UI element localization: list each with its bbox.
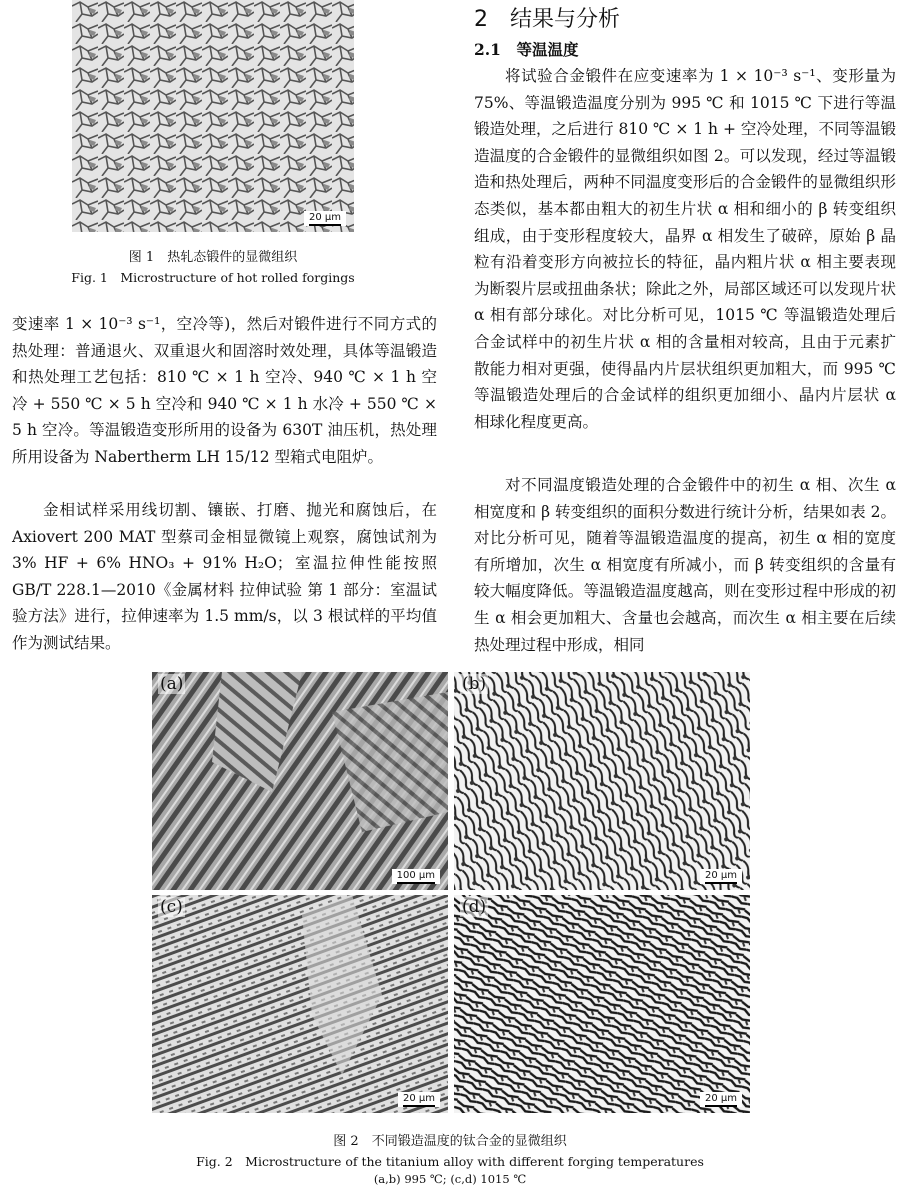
fig2-panel-c: [152, 895, 448, 1113]
fig2-panel-d-texture: [454, 895, 750, 1113]
fig1-scale-bar: 20 μm: [304, 211, 346, 226]
subsection-title: 2.1 等温温度: [474, 40, 579, 59]
fig2-panel-d-label: (d): [462, 897, 487, 917]
right-paragraph-2: 对不同温度锻造处理的合金锻件中的初生 α 相、次生 α 相宽度和 β 转变组织的面积分数进行统计分析，结果如表 2。对比分析可见，随着等温锻造温度的提高，初生 α 相的宽度有所增加，次生 α 相宽度有所减小，而 β 转变组织的含量有较大幅度降低。等温锻造温度越高，则在变形过程中形成的初生 α 相会更加粗大、含量也会越高，而次生 α 相主要在后续热处理过程中形成，相同: [474, 476, 896, 654]
fig2-caption-en: Fig. 2 Microstructure of the titanium alloy with different forging temperatures: [196, 1154, 704, 1169]
fig2-panel-c-texture: [152, 895, 448, 1113]
fig2-caption-sub: (a,b) 995 ℃; (c,d) 1015 ℃: [373, 1172, 527, 1186]
fig2-panel-a: [152, 672, 448, 890]
left-paragraph-2: 金相试样采用线切割、镶嵌、打磨、抛光和腐蚀后，在 Axiovert 200 MAT 型蔡司金相显微镜上观察，腐蚀试剂为 3% HF + 6% HNO₃ + 91% H₂O；室温拉伸性能按照 GB/T 228.1—2010《金属材料 拉伸试验 第 1 部分：室温试验方法》进行，拉伸速率为 1.5 mm/s，以 3 根试样的平均值作为测试结果。: [12, 501, 437, 652]
section-title: 2 结果与分析: [474, 7, 620, 32]
fig1-micrograph: [72, 0, 354, 232]
fig2-panel-b-scale-bar: 20 μm: [700, 869, 742, 884]
fig1-caption-en: Fig. 1 Microstructure of hot rolled forgings: [71, 270, 355, 285]
fig2-panel-c-label: (c): [160, 897, 183, 917]
fig2-panel-a-label: (a): [160, 674, 184, 694]
fig2-panel-d-scale-bar: 20 μm: [700, 1092, 742, 1107]
fig2-panel-a-scale-bar: 100 μm: [392, 869, 440, 884]
fig1-texture: [72, 0, 354, 232]
fig2-panel-b-texture: [454, 672, 750, 890]
fig2-caption-cn: 图 2 不同锻造温度的钛合金的显微组织: [333, 1134, 567, 1149]
fig2-panel-b-label: (b): [462, 674, 487, 694]
fig1-caption-cn: 图 1 热轧态锻件的显微组织: [128, 250, 298, 265]
left-paragraph-1: 变速率 1 × 10⁻³ s⁻¹，空冷等)，然后对锻件进行不同方式的热处理：普通退火、双重退火和固溶时效处理，具体等温锻造和热处理工艺包括：810 ℃ × 1 h 空冷、940 ℃ × 1 h 空冷 + 550 ℃ × 5 h 空冷和 940 ℃ × 1 h 水冷 + 550 ℃ × 5 h 空冷。等温锻造变形所用的设备为 630T 油压机，热处理所用设备为 Nabertherm LH 15/12 型箱式电阻炉。: [12, 315, 437, 466]
right-paragraph-1: 将试验合金锻件在应变速率为 1 × 10⁻³ s⁻¹、变形量为 75%、等温锻造温度分别为 995 ℃ 和 1015 ℃ 下进行等温锻造处理，之后进行 810 ℃ × 1 h + 空冷处理，不同等温锻造温度的合金锻件的显微组织如图 2。可以发现，经过等温锻造和热处理后，两种不同温度变形后的合金锻件的显微组织形态类似，基本都由粗大的初生片状 α 相和细小的 β 转变组织组成，由于变形程度较大，晶界 α 相发生了破碎，原始 β 晶粒有沿着变形方向被拉长的特征，晶内粗片状 α 相主要表现为断裂片层或扭曲条状；除此之外，局部区域还可以发现片状 α 相有部分球化。对比分析可见，1015 ℃ 等温锻造处理后合金试样中的初生片状 α 相的含量相对较高，且由于元素扩散能力相对更强，使得晶内片层状组织更加粗大，而 995 ℃ 等温锻造处理后的合金试样的组织更加细小、晶内片层状 α 相球化程度更高。: [474, 67, 896, 431]
fig2-panel-c-scale-bar: 20 μm: [398, 1092, 440, 1107]
fig2-panel-b: [454, 672, 750, 890]
fig2-panel-a-texture: [152, 672, 448, 890]
fig2-panel-d: [454, 895, 750, 1113]
